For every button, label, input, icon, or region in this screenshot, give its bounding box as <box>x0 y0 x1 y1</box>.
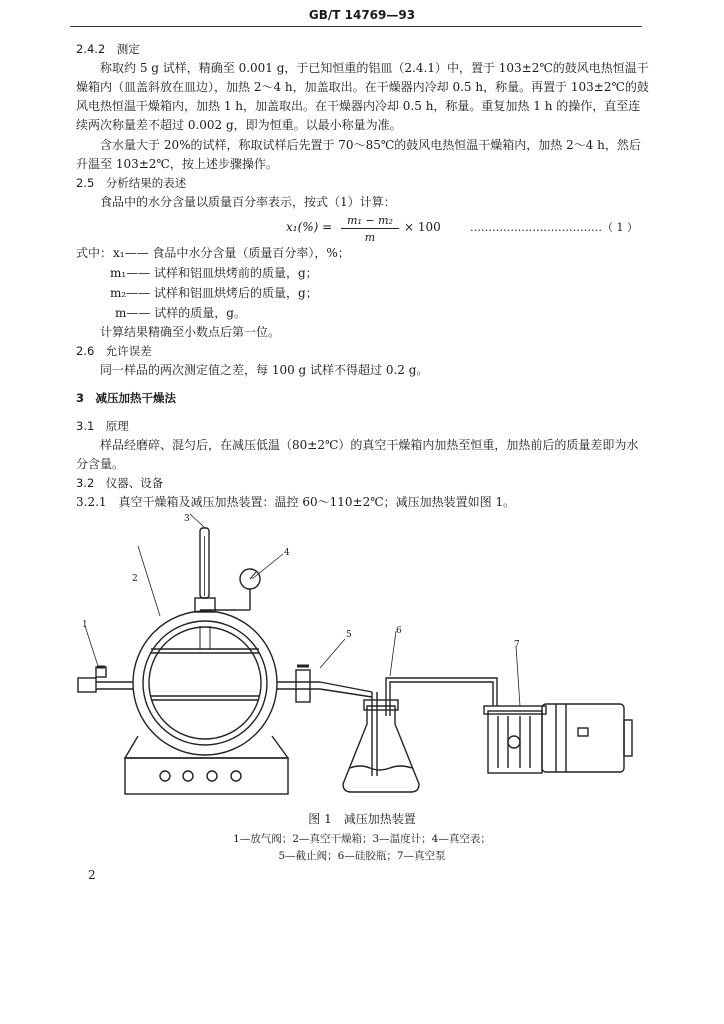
section-heading-2-6: 2.6 允许误差 <box>76 344 152 358</box>
figure-label-6: 6 <box>396 626 402 636</box>
variable-definition: m₁—— 试样和铝皿烘烤前的质量，g； <box>110 266 318 280</box>
paragraph-line: 3.2.1 真空干燥箱及减压加热装置：温控 60～110±2℃；减压加热装置如图 1。 <box>76 495 516 509</box>
apparatus-figure <box>0 506 724 806</box>
paragraph-line: 称取约 5 g 试样，精确至 0.001 g，于已知恒重的铝皿（2.4.1）中，置于 103±2℃的鼓风电热恒温干 <box>100 61 649 75</box>
paragraph-line: 分含量。 <box>76 457 125 471</box>
variable-definition: x₁—— 食品中水分含量（质量百分率），%； <box>113 246 350 260</box>
vacuum-pump-icon <box>484 646 632 773</box>
figure-label-3: 3 <box>184 514 190 524</box>
formula-number: ………………………………（ 1 ） <box>470 221 638 234</box>
paragraph-line: 样品经磨碎、混匀后，在减压低温（80±2℃）的真空干燥箱内加热至恒重，加热前后的质量差即为水 <box>100 438 639 452</box>
formula-denominator: m <box>364 231 376 244</box>
page-header: GB/T 14769—93 <box>308 8 416 22</box>
figure-label-5: 5 <box>346 630 352 640</box>
silica-gel-flask-icon <box>343 631 419 792</box>
where-label: 式中： <box>76 246 113 260</box>
figure-caption: 图 1 减压加热装置 <box>308 812 416 826</box>
section-heading-3-2: 3.2 仪器、设备 <box>76 476 164 490</box>
stop-valve-icon <box>277 639 372 702</box>
formula-times: × 100 <box>404 220 441 234</box>
section-heading-2-5: 2.5 分析结果的表述 <box>76 176 187 190</box>
figure-label-2: 2 <box>132 574 138 584</box>
paragraph-line: 燥箱内（皿盖斜放在皿边），加热 2～4 h，加盖取出。在干燥器内冷却 0.5 h，称量。再置于 103±2℃的鼓 <box>76 80 649 94</box>
header-rule <box>70 26 642 27</box>
vacuum-gauge-icon <box>236 554 283 610</box>
paragraph-line: 风电热恒温干燥箱内，加热 1 h，加盖取出。在干燥器内冷却 0.5 h，称量。重复加热 1 h 的操作，直至连 <box>76 99 641 113</box>
figure-legend-line: 1—放气阀；2—真空干燥箱；3—温度计；4—真空表； <box>233 833 491 845</box>
vacuum-drying-oven <box>125 546 288 794</box>
formula-numerator: m₁ − m₂ <box>347 214 393 227</box>
section-heading-3-1: 3.1 原理 <box>76 419 129 433</box>
paragraph-line: 计算结果精确至小数点后第一位。 <box>100 325 281 339</box>
formula-lhs: x₁(%) = <box>286 220 333 234</box>
paragraph-line: 含水量大于 20%的试样，称取试样后先置于 70～85℃的鼓风电热恒温干燥箱内，加热 2～4 h，然后 <box>100 138 641 152</box>
air-release-valve-icon <box>78 626 133 692</box>
variable-definition: m—— 试样的质量，g。 <box>115 306 246 320</box>
figure-legend-line: 5—截止阀；6—硅胶瓶；7—真空泵 <box>278 850 446 862</box>
paragraph-line: 升温至 103±2℃，按上述步骤操作。 <box>76 157 278 171</box>
variable-definition: m₂—— 试样和铝皿烘烤后的质量，g； <box>110 286 318 300</box>
figure-label-4: 4 <box>284 548 290 558</box>
page-number: 2 <box>88 868 96 882</box>
figure-label-7: 7 <box>514 640 520 650</box>
section-heading-2-4-2: 2.4.2 测定 <box>76 42 140 56</box>
paragraph-line: 食品中的水分含量以质量百分率表示，按式（1）计算： <box>100 195 396 209</box>
paragraph-line: 同一样品的两次测定值之差，每 100 g 试样不得超过 0.2 g。 <box>100 363 429 377</box>
figure-label-1: 1 <box>82 620 88 630</box>
paragraph-line: 续两次称量差不超过 0.002 g，即为恒重。以最小称量为准。 <box>76 118 402 132</box>
section-heading-3: 3 减压加热干燥法 <box>76 391 177 405</box>
